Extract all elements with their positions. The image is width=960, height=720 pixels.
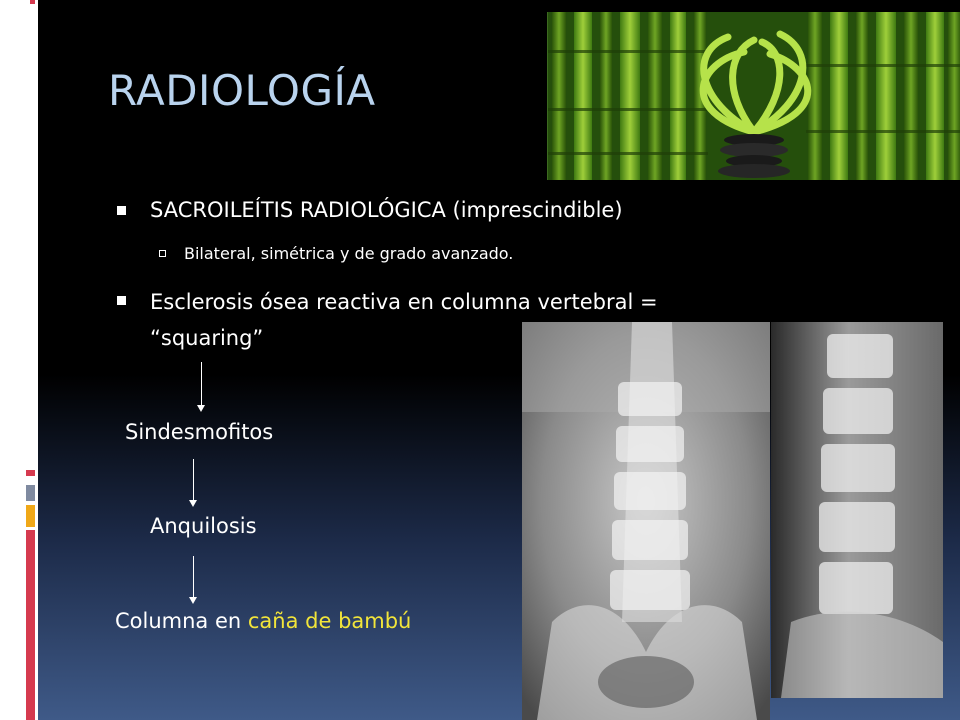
accent-bar-red [26, 530, 35, 720]
arrow-down-icon [189, 500, 197, 507]
bullet-sacroileitis [150, 198, 623, 222]
accent-bar-red [26, 470, 35, 476]
sub-bullet-text: Bilateral, simétrica y de grado avanzado. [184, 244, 514, 263]
spine-xray-lateral [771, 322, 943, 698]
arrow-down-icon [197, 405, 205, 412]
accent-bar-orange [26, 505, 35, 527]
flow-step-anquilosis: Anquilosis [150, 514, 257, 538]
flow-step-columna [115, 609, 411, 633]
arrow-down-2-line [193, 459, 194, 501]
sub-bullet-bilateral [184, 244, 513, 263]
sub-bullet-square-icon [159, 250, 166, 257]
arrow-down-3-line [193, 556, 194, 598]
accent-bar-red [30, 0, 35, 4]
bullet-text-line2: “squaring” [150, 326, 264, 350]
slide-title: RADIOLOGÍA [108, 66, 376, 115]
accent-bar-gray [26, 485, 35, 501]
bamboo-photo [547, 12, 960, 180]
bamboo-illustration [548, 12, 960, 180]
bullet-text: SACROILEÍTIS RADIOLÓGICA (imprescindible) [150, 198, 623, 222]
arrow-down-1-line [201, 362, 202, 406]
flow-step-columna-highlight: caña de bambú [247, 609, 412, 633]
flow-step-columna-prefix: Columna en [115, 609, 248, 633]
bullet-square-icon [117, 206, 126, 215]
bullet-text-line1: Esclerosis ósea reactiva en columna vertebral = [150, 290, 658, 314]
flow-step-sindesmofitos: Sindesmofitos [125, 420, 274, 444]
xray-frontal-illustration [522, 322, 770, 720]
bullet-square-icon [117, 296, 126, 305]
xray-lateral-illustration [771, 322, 943, 698]
arrow-down-icon [189, 597, 197, 604]
spine-xray-frontal [522, 322, 770, 720]
